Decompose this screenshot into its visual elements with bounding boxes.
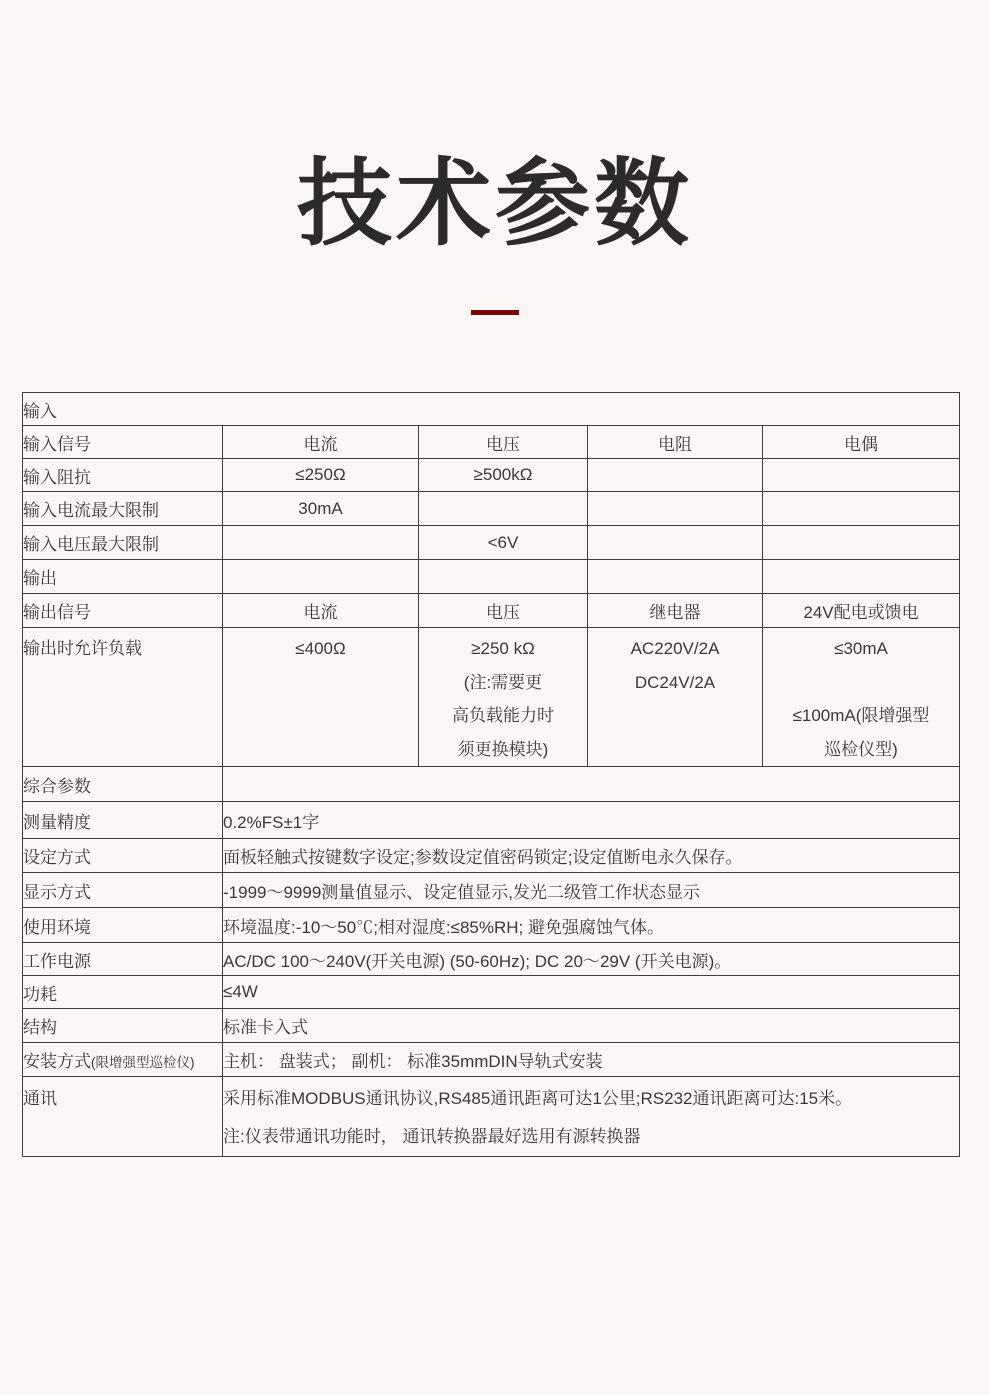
cell-line	[223, 699, 418, 733]
row-label: 结构	[23, 1009, 223, 1043]
cell-value: AC/DC 100～240V(开关电源) (50-60Hz); DC 20～29V (开关电源)。	[223, 943, 960, 976]
row-label-suffix: (限增强型巡检仪)	[91, 1055, 195, 1071]
table-row-display-method	[23, 873, 960, 908]
cell-value: 环境温度:-10～50℃;相对湿度:≤85%RH; 避免强腐蚀气体。	[223, 908, 960, 943]
table-row-output-signal	[23, 594, 960, 628]
row-label: 工作电源	[23, 943, 223, 976]
cell-line	[223, 733, 418, 767]
cell-value	[223, 628, 419, 767]
table-row-max-input-voltage	[23, 526, 960, 560]
row-label: 输入阻抗	[23, 459, 223, 492]
cell-value: 电偶	[763, 426, 960, 459]
cell-value	[763, 459, 960, 492]
table-row-output-section	[23, 560, 960, 594]
cell-value: 电压	[419, 594, 588, 628]
cell-value: 0.2%FS±1字	[223, 802, 960, 839]
cell-value: 24V配电或馈电	[763, 594, 960, 628]
page-title: 技术参数	[296, 151, 693, 257]
section-label: 输出	[23, 560, 223, 594]
table-row-input-impedance	[23, 459, 960, 492]
row-label-main: 安装方式	[23, 1052, 91, 1072]
cell-value	[223, 767, 960, 802]
row-label: 使用环境	[23, 908, 223, 943]
cell-value	[588, 560, 763, 594]
cell-value	[419, 492, 588, 526]
spec-table	[22, 392, 960, 1157]
table-row-power-supply	[23, 943, 960, 976]
table-row-accuracy	[23, 802, 960, 839]
table-row-structure	[23, 1009, 960, 1043]
cell-value	[588, 492, 763, 526]
cell-value	[588, 628, 763, 767]
row-label: 输出信号	[23, 594, 223, 628]
cell-line: AC220V/2A	[630, 639, 720, 659]
cell-value: <6V	[419, 526, 588, 560]
cell-line: 采用标准MODBUS通讯协议,RS485通讯距离可达1公里;RS232通讯距离可达:15米。	[223, 1089, 853, 1109]
cell-value	[223, 1077, 960, 1157]
cell-value: 30mA	[223, 492, 419, 526]
table-row-input-section	[23, 393, 960, 426]
cell-line	[588, 699, 762, 733]
table-row-output-load	[23, 628, 960, 767]
table-row-communication	[23, 1077, 960, 1157]
cell-line: ≥250 kΩ	[471, 639, 535, 659]
cell-value: ≥500kΩ	[419, 459, 588, 492]
cell-value: 继电器	[588, 594, 763, 628]
section-label: 输入	[23, 393, 960, 426]
row-label: 设定方式	[23, 839, 223, 873]
row-label: 输出时允许负载	[23, 628, 223, 767]
cell-value	[419, 628, 588, 767]
cell-line	[588, 733, 762, 767]
title-divider	[471, 310, 519, 315]
cell-value	[588, 459, 763, 492]
cell-value: 电流	[223, 594, 419, 628]
cell-value: 标准卡入式	[223, 1009, 960, 1043]
row-label: 输入电压最大限制	[23, 526, 223, 560]
table-row-input-signal	[23, 426, 960, 459]
table-row-environment	[23, 908, 960, 943]
cell-line: DC24V/2A	[634, 672, 716, 692]
cell-value	[763, 560, 960, 594]
cell-line: ≤30mA	[834, 639, 888, 659]
cell-line: (注:需要更	[463, 672, 543, 692]
row-label: 输入电流最大限制	[23, 492, 223, 526]
cell-line: 高负载能力时	[452, 706, 554, 726]
cell-line	[763, 666, 959, 700]
cell-value	[223, 526, 419, 560]
cell-line: ≤100mA(限增强型	[792, 706, 930, 726]
cell-line: 须更换模块)	[457, 739, 549, 759]
row-label: 显示方式	[23, 873, 223, 908]
cell-value	[223, 560, 419, 594]
cell-value: 电流	[223, 426, 419, 459]
cell-line: 注:仪表带通讯功能时， 通讯转换器最好选用有源转换器	[223, 1127, 641, 1147]
row-label: 输入信号	[23, 426, 223, 459]
row-label: 通讯	[23, 1077, 223, 1157]
cell-value	[763, 492, 960, 526]
cell-line: ≤400Ω	[295, 639, 346, 659]
section-label: 综合参数	[23, 767, 223, 802]
cell-value: ≤250Ω	[223, 459, 419, 492]
cell-value	[763, 526, 960, 560]
cell-value	[763, 628, 960, 767]
cell-value: 电阻	[588, 426, 763, 459]
row-label: 测量精度	[23, 802, 223, 839]
cell-value: ≤4W	[223, 976, 960, 1009]
table-row-power-consumption	[23, 976, 960, 1009]
cell-value	[588, 526, 763, 560]
cell-value: -1999～9999测量值显示、设定值显示,发光二级管工作状态显示	[223, 873, 960, 908]
row-label: 功耗	[23, 976, 223, 1009]
table-row-general-section	[23, 767, 960, 802]
table-row-setting-method	[23, 839, 960, 873]
cell-value: 主机： 盘装式； 副机： 标准35mmDIN导轨式安装	[223, 1043, 960, 1077]
table-row-installation	[23, 1043, 960, 1077]
cell-value	[419, 560, 588, 594]
cell-line	[223, 666, 418, 700]
row-label	[23, 1043, 223, 1077]
cell-line: 巡检仪型)	[824, 739, 898, 759]
cell-value: 电压	[419, 426, 588, 459]
table-row-max-input-current	[23, 492, 960, 526]
cell-value: 面板轻触式按键数字设定;参数设定值密码锁定;设定值断电永久保存。	[223, 839, 960, 873]
